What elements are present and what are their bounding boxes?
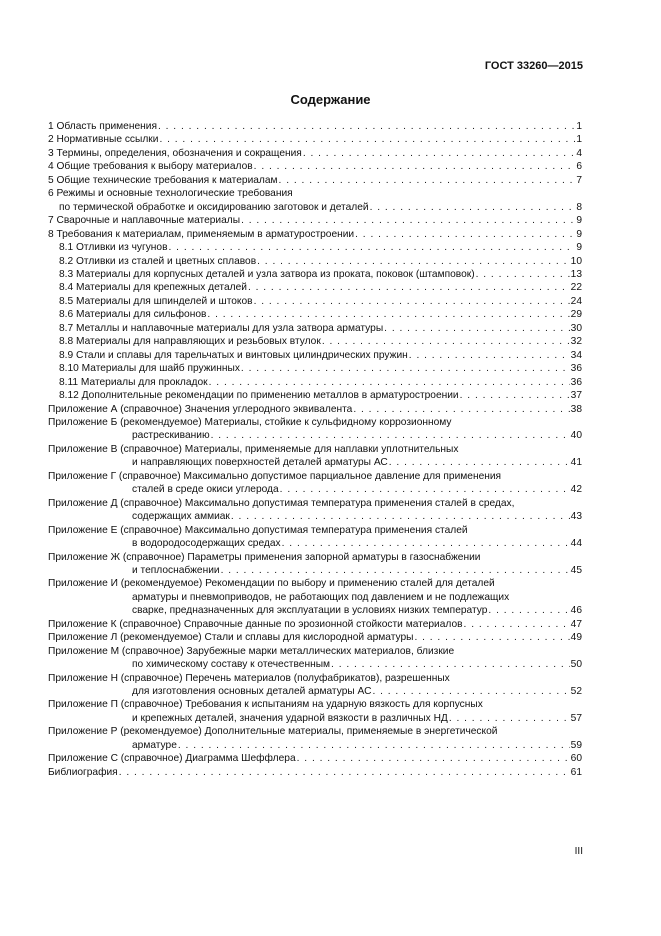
toc-page-number: 6 <box>576 161 582 173</box>
toc-entry-line <box>48 228 582 241</box>
toc-entry-text: 8.9 Стали и сплавы для тарельчатых и винтовых цилиндрических пружин <box>59 349 408 361</box>
toc-leader-dots <box>254 160 576 173</box>
toc-leader-dots <box>297 752 570 765</box>
toc-entry-line <box>48 308 582 321</box>
toc-entry-text: Приложение Р (рекомендуемое) Дополнительные материалы, применяемые в энергетической <box>48 726 498 738</box>
toc-entry-line <box>48 456 582 469</box>
toc-leader-dots <box>169 241 576 254</box>
toc-page-number: 57 <box>570 712 582 724</box>
toc-entry-line <box>48 349 582 362</box>
toc-entry-text: 4 Общие требования к выбору материалов <box>48 161 253 173</box>
toc-entry-text: Приложение Е (справочное) Максимально допустимая температура применения сталей <box>48 524 468 536</box>
toc-page-number: 44 <box>570 538 582 550</box>
toc-page-number: 52 <box>570 686 582 698</box>
toc-page-number: 30 <box>570 322 582 334</box>
toc-entry-line <box>48 470 582 483</box>
toc-leader-dots <box>414 631 569 644</box>
toc-page-number: 24 <box>570 295 582 307</box>
toc-entry-text: арматуры и пневмоприводов, не работающих под давлением и не подлежащих <box>132 591 510 603</box>
toc-page-number: 13 <box>570 268 582 280</box>
toc-entry-line <box>48 766 582 779</box>
toc-entry-line <box>48 524 582 537</box>
toc-entry-text: Библиография <box>48 766 118 778</box>
toc-entry-line <box>48 160 582 173</box>
toc-page-number: 36 <box>570 363 582 375</box>
toc-entry-text: 8.12 Дополнительные рекомендации по применению металлов в арматуростроении <box>59 390 459 402</box>
toc-entry-text: 8.5 Материалы для шпинделей и штоков <box>59 295 253 307</box>
toc-entry-line <box>48 712 582 725</box>
toc-page-number: 10 <box>570 255 582 267</box>
toc-leader-dots <box>353 403 569 416</box>
toc-entry-text: в водородосодержащих средах <box>132 538 281 550</box>
toc-leader-dots <box>248 281 570 294</box>
toc-page-number: 50 <box>570 659 582 671</box>
toc-leader-dots <box>178 739 570 752</box>
toc-entry-line <box>48 551 582 564</box>
toc-entry-text: 8.4 Материалы для крепежных деталей <box>59 282 247 294</box>
toc-entry-text: Приложение Н (справочное) Перечень материалов (полуфабрикатов), разрешенных <box>48 672 450 684</box>
toc-entry-text: 8.10 Материалы для шайб пружинных <box>59 363 240 375</box>
toc-leader-dots <box>231 510 570 523</box>
toc-page-number: 9 <box>576 242 582 254</box>
toc-entry-text: арматуре <box>132 739 177 751</box>
toc-page-number: 49 <box>570 632 582 644</box>
toc-leader-dots <box>254 295 570 308</box>
toc-entry-text: содержащих аммиак <box>132 511 230 523</box>
toc-entry-text: Приложение Ж (справочное) Параметры применения запорной арматуры в газоснабжении <box>48 551 481 563</box>
toc-entry-line <box>48 133 582 146</box>
toc-entry-text: Приложение А (справочное) Значения углеродного эквивалента <box>48 403 353 415</box>
toc-entry-line <box>48 685 582 698</box>
toc-entry-text: Приложение Б (рекомендуемое) Материалы, стойкие к сульфидному коррозионному <box>48 416 452 428</box>
toc-entry-line <box>48 241 582 254</box>
toc-leader-dots <box>449 712 570 725</box>
toc-entry-text: по термической обработке и оксидированию заготовок и деталей <box>59 201 369 213</box>
toc-entry-text: Приложение И (рекомендуемое) Рекомендации по выбору и применению сталей для деталей <box>48 578 495 590</box>
toc-leader-dots <box>241 362 570 375</box>
toc-page-number: 7 <box>576 174 582 186</box>
toc-leader-dots <box>209 376 570 389</box>
toc-entry-text: 8.8 Материалы для направляющих и резьбовых втулок <box>59 336 321 348</box>
toc-page-number: 46 <box>570 605 582 617</box>
toc-leader-dots <box>207 308 569 321</box>
toc-page-number: 41 <box>570 457 582 469</box>
toc-entry-line <box>48 658 582 671</box>
toc-entry-text: растрескиванию <box>132 430 210 442</box>
toc-entry-text: и теплоснабжении <box>132 564 220 576</box>
toc-leader-dots <box>460 389 570 402</box>
toc-entry-line <box>48 483 582 496</box>
toc-entry-line <box>48 174 582 187</box>
toc-page-number: 36 <box>570 376 582 388</box>
toc-page-number: 29 <box>570 309 582 321</box>
toc-entry-line <box>48 147 582 160</box>
toc-entry-text: Приложение Д (справочное) Максимально допустимая температура применения сталей в средах, <box>48 497 515 509</box>
toc-entry-line <box>48 631 582 644</box>
document-code: ГОСТ 33260—2015 <box>484 60 583 72</box>
toc-leader-dots <box>257 255 570 268</box>
toc-entry-line <box>48 295 582 308</box>
toc-leader-dots <box>409 349 570 362</box>
toc-entry-text: Приложение П (справочное) Требования к испытаниям на ударную вязкость для корпусных <box>48 699 483 711</box>
toc-entry-line <box>48 403 582 416</box>
toc-page-number: 8 <box>576 201 582 213</box>
toc-entry-text: 3 Термины, определения, обозначения и сокращения <box>48 147 302 159</box>
toc-entry-text: Приложение Г (справочное) Максимально допустимое парциальное давление для применения <box>48 470 502 482</box>
toc-page-number: 37 <box>570 390 582 402</box>
toc-entry-line <box>48 698 582 711</box>
toc-page-number: 42 <box>570 484 582 496</box>
toc-entry-text: сталей в среде окиси углерода <box>132 484 279 496</box>
toc-entry-line <box>48 281 582 294</box>
toc-leader-dots <box>372 685 569 698</box>
toc-leader-dots <box>303 147 576 160</box>
toc-entry-line <box>48 335 582 348</box>
toc-page-number: 32 <box>570 336 582 348</box>
toc-page-number: 9 <box>576 215 582 227</box>
toc-entry-line <box>48 752 582 765</box>
toc-entry-line <box>48 187 582 200</box>
toc-leader-dots <box>241 214 575 227</box>
toc-page-number: 1 <box>576 121 582 132</box>
toc-page-number: 40 <box>570 430 582 442</box>
toc-page-number: 45 <box>570 564 582 576</box>
toc-entry-line <box>48 564 582 577</box>
toc-page-number: 43 <box>570 511 582 523</box>
toc-entry-line <box>48 214 582 227</box>
toc-entry-line <box>48 120 582 133</box>
toc-entry-line <box>48 322 582 335</box>
toc-leader-dots <box>158 120 575 133</box>
toc-page-number: 47 <box>570 618 582 630</box>
toc-entry-line <box>48 376 582 389</box>
toc-entry-line <box>48 725 582 738</box>
toc-leader-dots <box>389 456 570 469</box>
toc-entry-text: 8 Требования к материалам, применяемым в арматуростроении <box>48 228 355 240</box>
toc-entry-line <box>48 577 582 590</box>
toc-leader-dots <box>464 618 570 631</box>
toc-entry-text: по химическому составу к отечественным <box>132 659 331 671</box>
page-number: III <box>574 846 583 857</box>
toc-entry-text: 6 Режимы и основные технологические требования <box>48 188 293 200</box>
toc-entry-line <box>48 510 582 523</box>
toc-leader-dots <box>211 429 570 442</box>
toc-entry-text: 8.7 Металлы и наплавочные материалы для узла затвора арматуры <box>59 322 384 334</box>
toc-page-number: 60 <box>570 753 582 765</box>
toc-entry-text: сварке, предназначенных для эксплуатации в условиях низких температур <box>132 605 488 617</box>
toc-leader-dots <box>355 228 575 241</box>
toc-leader-dots <box>119 766 570 779</box>
toc-page-number: 61 <box>570 766 582 778</box>
toc-entry-text: 1 Область применения <box>48 121 157 132</box>
toc-leader-dots <box>159 133 575 146</box>
toc-leader-dots <box>370 201 576 214</box>
toc-entry-text: Приложение К (справочное) Справочные данные по эрозионной стойкости материалов <box>48 618 463 630</box>
toc-entry-line <box>48 362 582 375</box>
toc-entry-line <box>48 497 582 510</box>
toc-entry-text: Приложение Л (рекомендуемое) Стали и сплавы для кислородной арматуры <box>48 632 414 644</box>
toc-entry-line <box>48 604 582 617</box>
toc-entry-line <box>48 416 582 429</box>
toc-entry-line <box>48 443 582 456</box>
toc-entry-text: 2 Нормативные ссылки <box>48 134 159 146</box>
toc-entry-text: 7 Сварочные и наплавочные материалы <box>48 215 241 227</box>
toc-leader-dots <box>280 483 570 496</box>
toc-page-number: 34 <box>570 349 582 361</box>
toc-page-number: 4 <box>576 147 582 159</box>
toc-page-number: 59 <box>570 739 582 751</box>
toc-entry-text: 8.11 Материалы для прокладок <box>59 376 208 388</box>
toc-leader-dots <box>279 174 576 187</box>
toc-entry-line <box>48 672 582 685</box>
toc-entry-text: Приложение С (справочное) Диаграмма Шеффлера <box>48 753 296 765</box>
toc-page-number: 1 <box>576 134 582 146</box>
toc-entry-line <box>48 255 582 268</box>
toc-entry-line <box>48 739 582 752</box>
toc-entry-line <box>48 537 582 550</box>
toc-leader-dots <box>322 335 570 348</box>
toc-entry-line <box>48 645 582 658</box>
table-of-contents <box>48 120 582 779</box>
toc-leader-dots <box>282 537 570 550</box>
toc-page-number: 9 <box>576 228 582 240</box>
toc-entry-text: 8.2 Отливки из сталей и цветных сплавов <box>59 255 257 267</box>
toc-entry-line <box>48 268 582 281</box>
toc-entry-text: Приложение В (справочное) Материалы, применяемые для наплавки уплотнительных <box>48 443 459 455</box>
toc-entry-line <box>48 591 582 604</box>
toc-entry-text: и направляющих поверхностей деталей арматуры АС <box>132 457 388 469</box>
toc-title: Содержание <box>290 92 371 107</box>
toc-page-number: 22 <box>570 282 582 294</box>
toc-entry-line <box>48 201 582 214</box>
toc-entry-text: 8.3 Материалы для корпусных деталей и узла затвора из проката, поковок (штамповок) <box>59 268 475 280</box>
toc-entry-text: 8.1 Отливки из чугунов <box>59 242 168 254</box>
toc-page-number: 38 <box>570 403 582 415</box>
toc-leader-dots <box>488 604 569 617</box>
toc-entry-line <box>48 618 582 631</box>
toc-entry-text: 5 Общие технические требования к материалам <box>48 174 278 186</box>
toc-entry-text: Приложение М (справочное) Зарубежные марки металлических материалов, близкие <box>48 645 455 657</box>
toc-leader-dots <box>476 268 570 281</box>
toc-entry-text: и крепежных деталей, значения ударной вязкости в различных НД <box>132 712 448 724</box>
toc-leader-dots <box>384 322 570 335</box>
toc-entry-text: для изготовления основных деталей арматуры АС <box>132 686 372 698</box>
toc-entry-line <box>48 389 582 402</box>
toc-leader-dots <box>331 658 570 671</box>
toc-leader-dots <box>221 564 570 577</box>
toc-entry-line <box>48 429 582 442</box>
toc-entry-text: 8.6 Материалы для сильфонов <box>59 309 207 321</box>
